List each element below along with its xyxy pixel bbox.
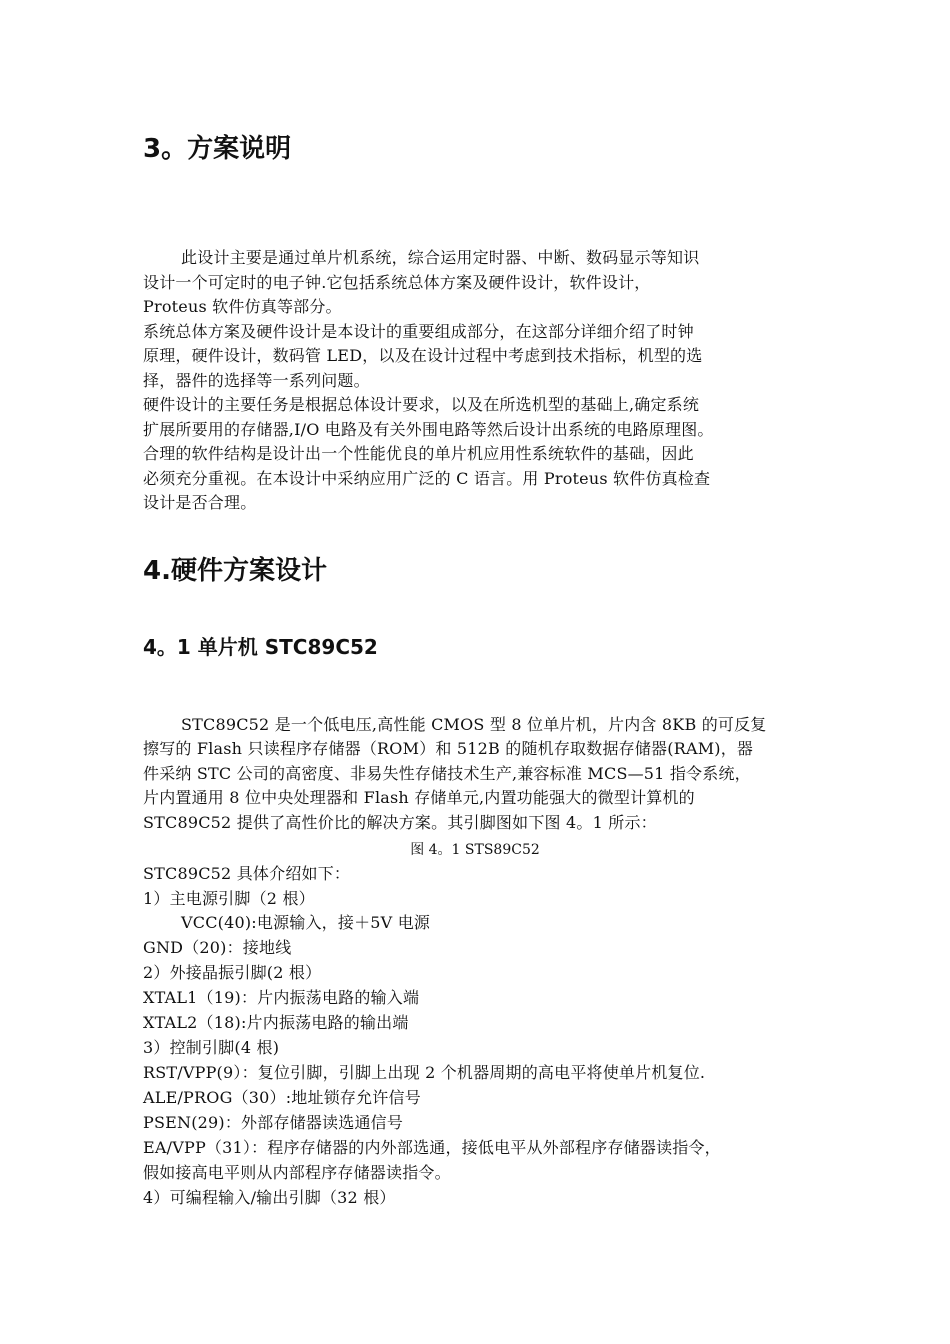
paragraph-line: 扩展所要用的存储器,I/O 电路及有关外围电路等然后设计出系统的电路原理图。	[143, 420, 714, 439]
figure-caption: 图 4。1 STS89C52	[410, 842, 540, 858]
subsection-4-1-heading: 4。1 单片机 STC89C52	[143, 635, 378, 659]
paragraph-line: 件采纳 STC 公司的高密度、非易失性存储技术生产,兼容标准 MCS—51 指令系统，	[143, 764, 751, 783]
section-3-heading: 3。方案说明	[143, 134, 292, 164]
paragraph-line: 必须充分重视。在本设计中采纳应用广泛的 C 语言。用 Proteus 软件仿真检查	[143, 469, 711, 488]
detail-line: RST/VPP(9）：复位引脚，引脚上出现 2 个机器周期的高电平将使单片机复位.	[143, 1063, 706, 1082]
detail-line: VCC(40):电源输入，接＋5V 电源	[181, 913, 431, 932]
paragraph-line: 片内置通用 8 位中央处理器和 Flash 存储单元,内置功能强大的微型计算机的	[143, 788, 695, 807]
paragraph-line: STC89C52 提供了高性价比的解决方案。其引脚图如下图 4。1 所示：	[143, 813, 657, 832]
paragraph-line: 系统总体方案及硬件设计是本设计的重要组成部分，在这部分详细介绍了时钟	[143, 322, 694, 341]
detail-line: 2）外接晶振引脚(2 根）	[143, 963, 322, 982]
paragraph-line: 合理的软件结构是设计出一个性能优良的单片机应用性系统软件的基础，因此	[143, 444, 694, 463]
section-4-heading: 4.硬件方案设计	[143, 556, 327, 586]
paragraph-line: 原理，硬件设计，数码管 LED，以及在设计过程中考虑到技术指标，机型的选	[143, 346, 703, 365]
detail-line: XTAL1（19)：片内振荡电路的输入端	[143, 988, 420, 1007]
paragraph-line: STC89C52 是一个低电压,高性能 CMOS 型 8 位单片机，片内含 8KB 的可反复	[181, 715, 767, 734]
detail-line: ALE/PROG（30）:地址锁存允许信号	[143, 1088, 421, 1107]
paragraph-line: 设计一个可定时的电子钟.它包括系统总体方案及硬件设计，软件设计，	[143, 273, 651, 292]
detail-line: PSEN(29)：外部存储器读选通信号	[143, 1113, 404, 1132]
paragraph-line: 擦写的 Flash 只读程序存储器（ROM）和 512B 的随机存取数据存储器(RAM)，器	[143, 739, 754, 758]
paragraph-line: 硬件设计的主要任务是根据总体设计要求，以及在所选机型的基础上,确定系统	[143, 395, 700, 414]
paragraph-line: Proteus 软件仿真等部分。	[143, 297, 342, 316]
detail-line: EA/VPP（31）：程序存储器的内外部选通，接低电平从外部程序存储器读指令，	[143, 1138, 721, 1157]
detail-line: 假如接高电平则从内部程序存储器读指令。	[143, 1163, 451, 1182]
paragraph-line: 设计是否合理。	[143, 493, 257, 512]
detail-line: 1）主电源引脚（2 根）	[143, 889, 315, 908]
detail-line: GND（20)：接地线	[143, 938, 292, 957]
paragraph-line: 择，器件的选择等一系列问题。	[143, 371, 370, 390]
detail-line: XTAL2（18):片内振荡电路的输出端	[143, 1013, 409, 1032]
paragraph-line: 此设计主要是通过单片机系统，综合运用定时器、中断、数码显示等知识	[181, 248, 700, 267]
detail-line: 3）控制引脚(4 根)	[143, 1038, 280, 1057]
detail-line: STC89C52 具体介绍如下：	[143, 864, 351, 883]
detail-line: 4）可编程输入/输出引脚（32 根）	[143, 1188, 396, 1207]
